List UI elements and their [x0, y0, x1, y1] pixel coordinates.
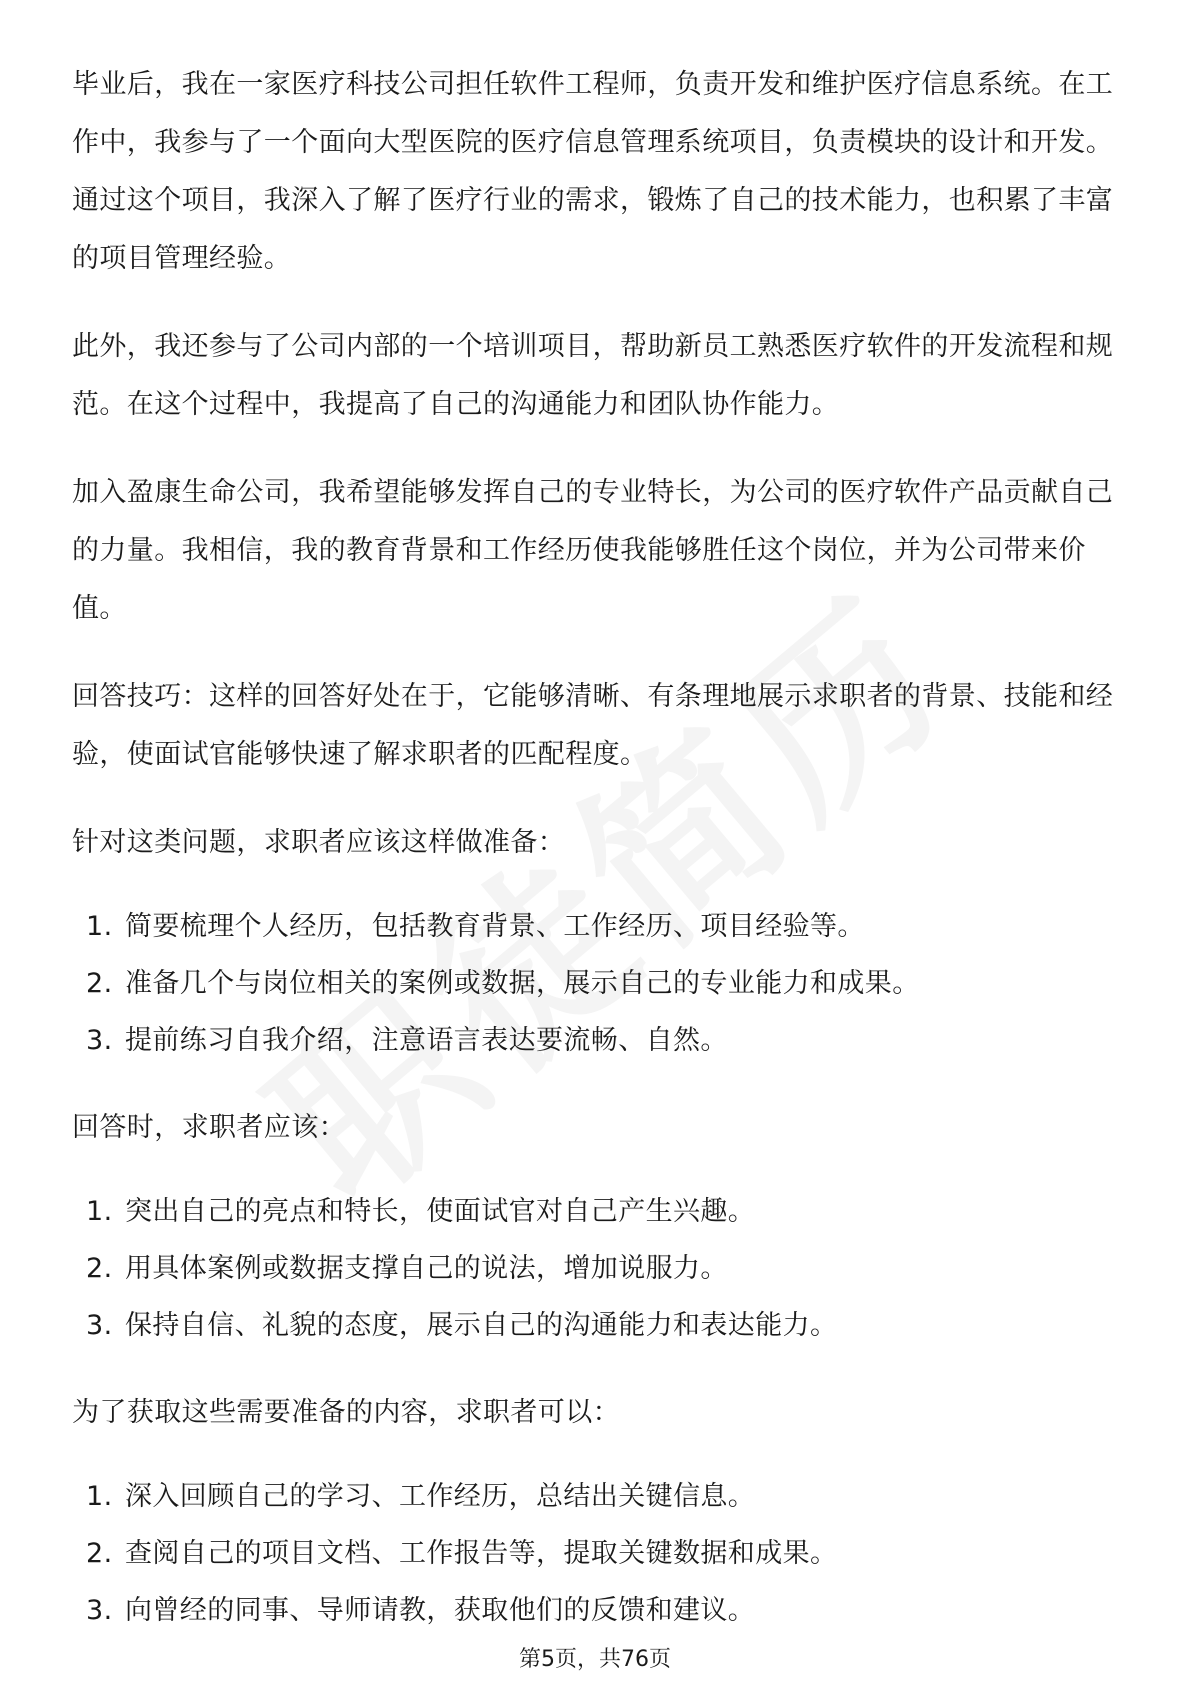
- list-number: 3.: [86, 1310, 113, 1341]
- list-item: [72, 1240, 1118, 1297]
- paragraph-training-project: 此外，我还参与了公司内部的一个培训项目，帮助新员工熟悉医疗软件的开发流程和规范。在这个过程中，我提高了自己的沟通能力和团队协作能力。: [72, 331, 1114, 420]
- list-number: 1.: [86, 1196, 113, 1227]
- list-number: 1.: [86, 911, 113, 942]
- list-prepare: [72, 898, 1118, 1069]
- list-item: [72, 955, 1118, 1012]
- paragraph-join-company: 加入盈康生命公司，我希望能够发挥自己的专业特长，为公司的医疗软件产品贡献自己的力量。我相信，我的教育背景和工作经历使我能够胜任这个岗位，并为公司带来价值。: [72, 477, 1114, 624]
- list-item: [72, 1468, 1118, 1525]
- list-number: 2.: [86, 968, 113, 999]
- list-text: 突出自己的亮点和特长，使面试官对自己产生兴趣。: [125, 1196, 756, 1227]
- list-text: 查阅自己的项目文档、工作报告等，提取关键数据和成果。: [125, 1538, 838, 1569]
- document-body: [72, 56, 1118, 1669]
- list-text: 保持自信、礼貌的态度，展示自己的沟通能力和表达能力。: [125, 1310, 838, 1341]
- list-text: 提前练习自我介绍，注意语言表达要流畅、自然。: [125, 1025, 728, 1056]
- list-item: [72, 1297, 1118, 1354]
- list-answer: [72, 1183, 1118, 1354]
- list-item: [72, 1183, 1118, 1240]
- paragraph-work-experience: 毕业后，我在一家医疗科技公司担任软件工程师，负责开发和维护医疗信息系统。在工作中，我参与了一个面向大型医院的医疗信息管理系统项目，负责模块的设计和开发。通过这个项目，我深入了解了医疗行业的需求，锻炼了自己的技术能力，也积累了丰富的项目管理经验。: [72, 69, 1114, 274]
- list-number: 3.: [86, 1595, 113, 1626]
- heading-prepare: 针对这类问题，求职者应该这样做准备：: [72, 827, 566, 858]
- paragraph-answer-tips: 回答技巧：这样的回答好处在于，它能够清晰、有条理地展示求职者的背景、技能和经验，使面试官能够快速了解求职者的匹配程度。: [72, 681, 1114, 770]
- list-text: 深入回顾自己的学习、工作经历，总结出关键信息。: [125, 1481, 756, 1512]
- heading-obtain: 为了获取这些需要准备的内容，求职者可以：: [72, 1397, 620, 1428]
- list-item: [72, 1525, 1118, 1582]
- list-item: [72, 898, 1118, 955]
- list-item: [72, 1582, 1118, 1639]
- list-text: 向曾经的同事、导师请教，获取他们的反馈和建议。: [125, 1595, 756, 1626]
- page-number: 第5页，共76页: [519, 1647, 671, 1672]
- list-number: 2.: [86, 1538, 113, 1569]
- list-obtain: [72, 1468, 1118, 1639]
- list-text: 简要梳理个人经历，包括教育背景、工作经历、项目经验等。: [125, 911, 865, 942]
- heading-answer: 回答时，求职者应该：: [72, 1112, 346, 1143]
- list-text: 用具体案例或数据支撑自己的说法，增加说服力。: [125, 1253, 728, 1284]
- list-text: 准备几个与岗位相关的案例或数据，展示自己的专业能力和成果。: [125, 968, 920, 999]
- list-item: [72, 1012, 1118, 1069]
- list-number: 3.: [86, 1025, 113, 1056]
- list-number: 2.: [86, 1253, 113, 1284]
- list-number: 1.: [86, 1481, 113, 1512]
